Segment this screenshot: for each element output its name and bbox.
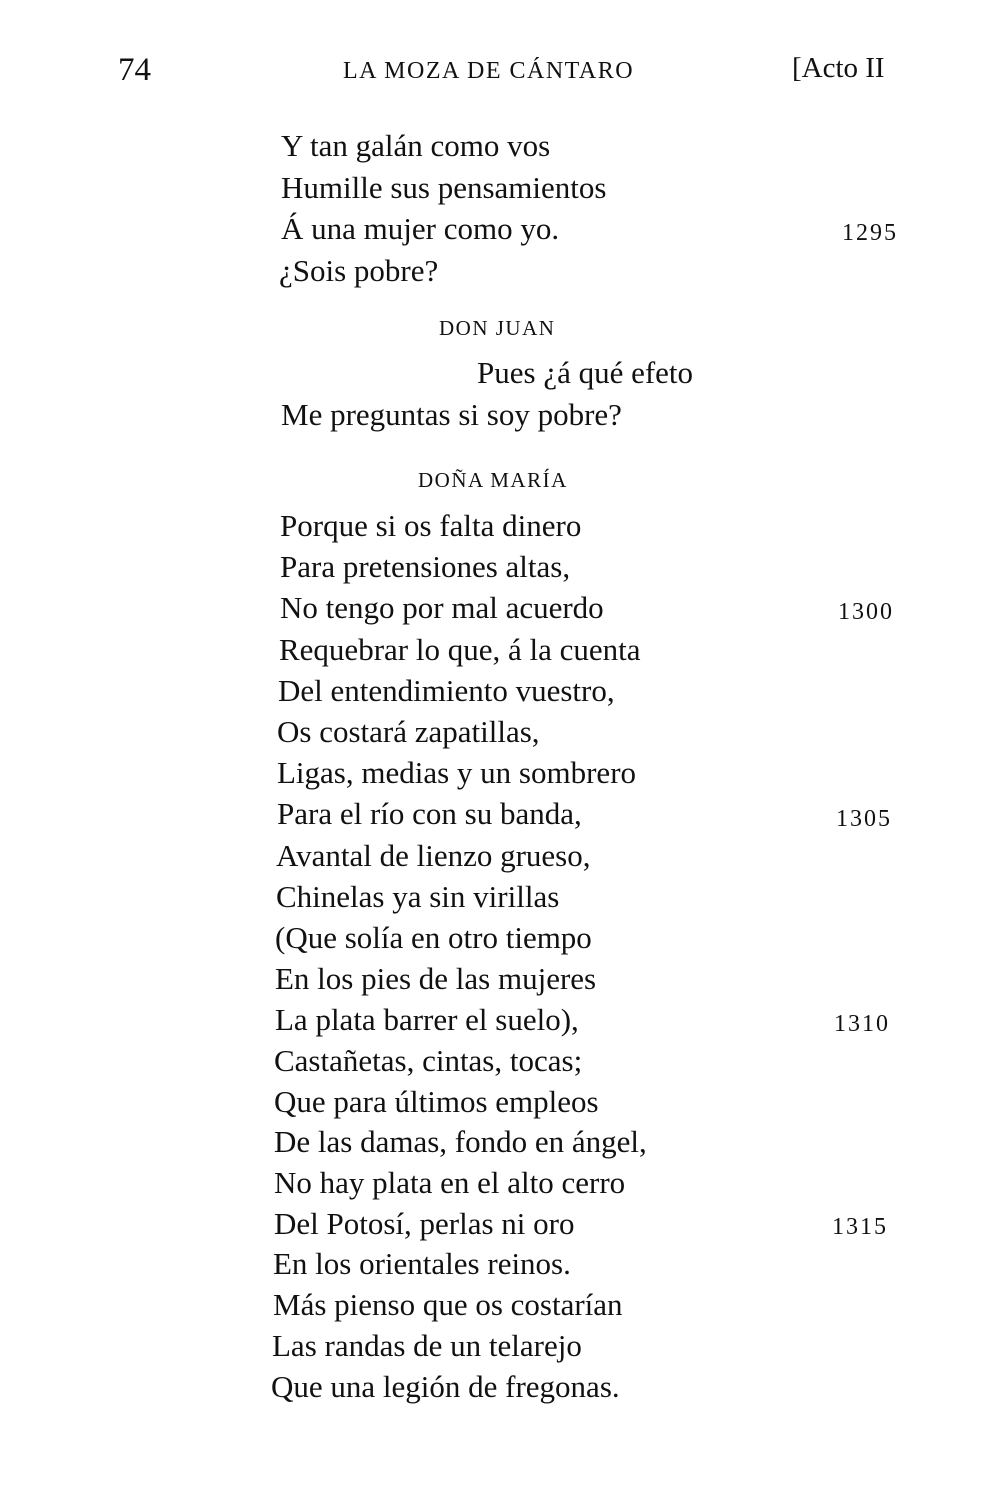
- verse-line: Ligas, medias y un sombrero: [277, 755, 637, 790]
- verse-line: Porque si os falta dinero: [280, 508, 582, 543]
- verse-line: Chinelas ya sin virillas: [276, 879, 560, 914]
- verse-line: Os costará zapatillas,: [277, 714, 540, 749]
- speaker-name: DON JUAN: [439, 316, 556, 340]
- verse-line: En los orientales reinos.: [273, 1246, 571, 1281]
- running-header: [0, 52, 1000, 92]
- verse-line: La plata barrer el suelo),: [275, 1002, 579, 1037]
- verse-line: Avantal de lienzo grueso,: [276, 838, 591, 873]
- running-title: LA MOZA DE CÁNTARO: [343, 58, 635, 84]
- verse-line: No tengo por mal acuerdo: [280, 590, 604, 625]
- verse-line: Y tan galán como vos: [281, 128, 551, 163]
- verse-line: Castañetas, cintas, tocas;: [274, 1043, 583, 1078]
- speaker-name: DOÑA MARÍA: [418, 468, 568, 492]
- line-number: 1300: [838, 599, 894, 625]
- verse-line: Para el río con su banda,: [277, 796, 582, 831]
- verse-line: Requebrar lo que, á la cuenta: [279, 632, 641, 667]
- verse-line: (Que solía en otro tiempo: [275, 920, 592, 955]
- verse-line: No hay plata en el alto cerro: [274, 1165, 626, 1200]
- verse-line: Me preguntas si soy pobre?: [281, 397, 622, 432]
- verse-line: Para pretensiones altas,: [280, 549, 571, 584]
- line-number: 1295: [842, 220, 898, 246]
- verse-line: Á una mujer como yo.: [281, 211, 560, 246]
- verse-line: Las randas de un telarejo: [272, 1328, 582, 1363]
- verse-line: ¿Sois pobre?: [279, 253, 439, 288]
- verse-line: Más pienso que os costarían: [273, 1287, 623, 1322]
- verse-line: En los pies de las mujeres: [275, 961, 597, 996]
- verse-line: Que una legión de fregonas.: [271, 1369, 620, 1404]
- verse-line: Del Potosí, perlas ni oro: [274, 1206, 575, 1241]
- verse-line: De las damas, fondo en ángel,: [274, 1124, 647, 1159]
- act-label: [Acto II: [792, 52, 885, 84]
- line-number: 1305: [836, 806, 892, 832]
- verse-line: Pues ¿á qué efeto: [477, 355, 694, 390]
- verse-line: Que para últimos empleos: [274, 1084, 599, 1119]
- page-number: 74: [118, 52, 151, 88]
- line-number: 1310: [834, 1011, 890, 1037]
- verse-line: Del entendimiento vuestro,: [278, 673, 615, 708]
- line-number: 1315: [832, 1214, 888, 1240]
- verse-line: Humille sus pensamientos: [281, 170, 607, 205]
